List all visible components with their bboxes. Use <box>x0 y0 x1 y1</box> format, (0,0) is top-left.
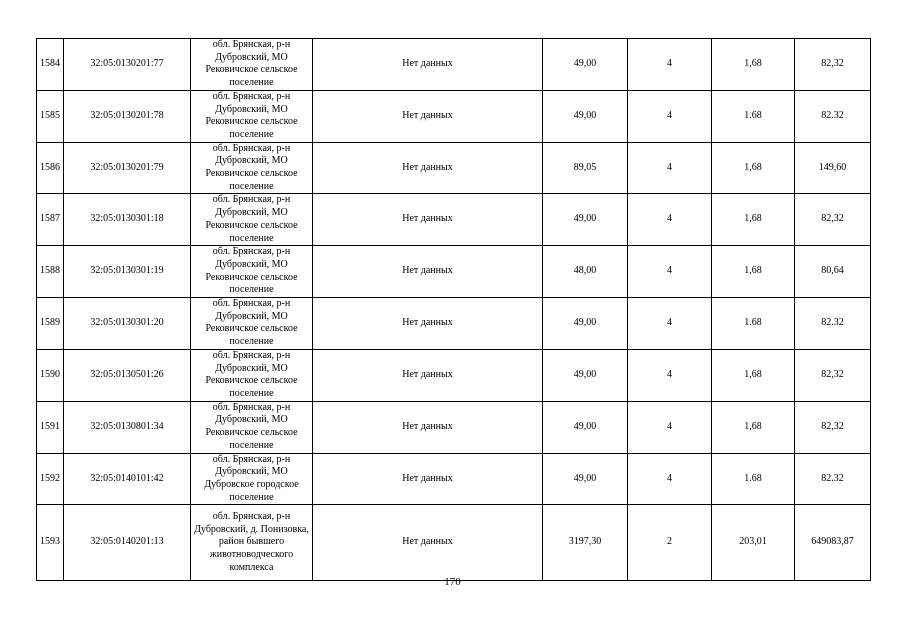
table-row <box>37 453 871 505</box>
table-row <box>37 401 871 453</box>
factor-cell: 4 <box>628 142 712 194</box>
area-cell: 49,00 <box>543 298 628 350</box>
total-cell: 149,60 <box>795 142 871 194</box>
table-row <box>37 349 871 401</box>
cadastral-number-cell: 32:05:0130301:18 <box>64 194 191 246</box>
rate-cell: 1,68 <box>712 246 795 298</box>
address-cell: обл. Брянская, р-н Дубровский, МО Рековичское сельское поселение <box>191 142 313 194</box>
total-cell: 82.32 <box>795 90 871 142</box>
cadastral-number-cell: 32:05:0130201:79 <box>64 142 191 194</box>
row-number-cell: 1591 <box>37 401 64 453</box>
row-number-cell: 1589 <box>37 298 64 350</box>
address-cell: обл. Брянская, р-н Дубровский, МО Рековичское сельское поселение <box>191 298 313 350</box>
rate-cell: 1.68 <box>712 453 795 505</box>
total-cell: 80,64 <box>795 246 871 298</box>
info-cell: Нет данных <box>313 298 543 350</box>
factor-cell: 4 <box>628 349 712 401</box>
row-number-cell: 1584 <box>37 39 64 91</box>
cadastral-number-cell: 32:05:0130301:19 <box>64 246 191 298</box>
cadastral-number-cell: 32:05:0130501:26 <box>64 349 191 401</box>
address-cell: обл. Брянская, р-н Дубровский, д. Понизовка, район бывшего животноводческого комплекса <box>191 505 313 581</box>
total-cell: 82,32 <box>795 194 871 246</box>
info-cell: Нет данных <box>313 246 543 298</box>
area-cell: 89,05 <box>543 142 628 194</box>
total-cell: 82.32 <box>795 453 871 505</box>
area-cell: 49,00 <box>543 453 628 505</box>
info-cell: Нет данных <box>313 90 543 142</box>
table-body <box>37 39 871 581</box>
address-cell: обл. Брянская, р-н Дубровский, МО Рековичское сельское поселение <box>191 39 313 91</box>
info-cell: Нет данных <box>313 194 543 246</box>
rate-cell: 1,68 <box>712 194 795 246</box>
area-cell: 49,00 <box>543 90 628 142</box>
address-cell: обл. Брянская, р-н Дубровский, МО Рековичское сельское поселение <box>191 194 313 246</box>
rate-cell: 1,68 <box>712 401 795 453</box>
table-row <box>37 142 871 194</box>
info-cell: Нет данных <box>313 39 543 91</box>
total-cell: 82,32 <box>795 401 871 453</box>
row-number-cell: 1593 <box>37 505 64 581</box>
row-number-cell: 1592 <box>37 453 64 505</box>
factor-cell: 4 <box>628 194 712 246</box>
factor-cell: 4 <box>628 39 712 91</box>
table-row <box>37 39 871 91</box>
cadastral-number-cell: 32:05:0130301:20 <box>64 298 191 350</box>
registry-table <box>36 38 871 581</box>
table-row <box>37 90 871 142</box>
address-cell: обл. Брянская, р-н Дубровский, МО Рековичское сельское поселение <box>191 349 313 401</box>
rate-cell: 203,01 <box>712 505 795 581</box>
area-cell: 49,00 <box>543 39 628 91</box>
row-number-cell: 1587 <box>37 194 64 246</box>
factor-cell: 2 <box>628 505 712 581</box>
area-cell: 49,00 <box>543 401 628 453</box>
info-cell: Нет данных <box>313 401 543 453</box>
row-number-cell: 1585 <box>37 90 64 142</box>
cadastral-number-cell: 32:05:0130801:34 <box>64 401 191 453</box>
rate-cell: 1,68 <box>712 142 795 194</box>
info-cell: Нет данных <box>313 142 543 194</box>
cadastral-number-cell: 32:05:0140201:13 <box>64 505 191 581</box>
row-number-cell: 1588 <box>37 246 64 298</box>
table-row <box>37 505 871 581</box>
area-cell: 49,00 <box>543 194 628 246</box>
factor-cell: 4 <box>628 453 712 505</box>
row-number-cell: 1590 <box>37 349 64 401</box>
address-cell: обл. Брянская, р-н Дубровский, МО Рековичское сельское поселение <box>191 90 313 142</box>
address-cell: обл. Брянская, р-н Дубровский, МО Дубровское городское поселение <box>191 453 313 505</box>
factor-cell: 4 <box>628 298 712 350</box>
area-cell: 49,00 <box>543 349 628 401</box>
total-cell: 82,32 <box>795 39 871 91</box>
table-row <box>37 194 871 246</box>
total-cell: 649083,87 <box>795 505 871 581</box>
cadastral-number-cell: 32:05:0140101:42 <box>64 453 191 505</box>
total-cell: 82.32 <box>795 298 871 350</box>
table-row <box>37 298 871 350</box>
total-cell: 82,32 <box>795 349 871 401</box>
info-cell: Нет данных <box>313 453 543 505</box>
info-cell: Нет данных <box>313 349 543 401</box>
table-row <box>37 246 871 298</box>
rate-cell: 1.68 <box>712 90 795 142</box>
cadastral-number-cell: 32:05:0130201:78 <box>64 90 191 142</box>
address-cell: обл. Брянская, р-н Дубровский, МО Рековичское сельское поселение <box>191 246 313 298</box>
area-cell: 48,00 <box>543 246 628 298</box>
info-cell: Нет данных <box>313 505 543 581</box>
factor-cell: 4 <box>628 90 712 142</box>
cadastral-number-cell: 32:05:0130201:77 <box>64 39 191 91</box>
area-cell: 3197,30 <box>543 505 628 581</box>
row-number-cell: 1586 <box>37 142 64 194</box>
page-number: 170 <box>444 576 461 588</box>
rate-cell: 1,68 <box>712 349 795 401</box>
rate-cell: 1,68 <box>712 39 795 91</box>
address-cell: обл. Брянская, р-н Дубровский, МО Рековичское сельское поселение <box>191 401 313 453</box>
factor-cell: 4 <box>628 246 712 298</box>
factor-cell: 4 <box>628 401 712 453</box>
rate-cell: 1.68 <box>712 298 795 350</box>
